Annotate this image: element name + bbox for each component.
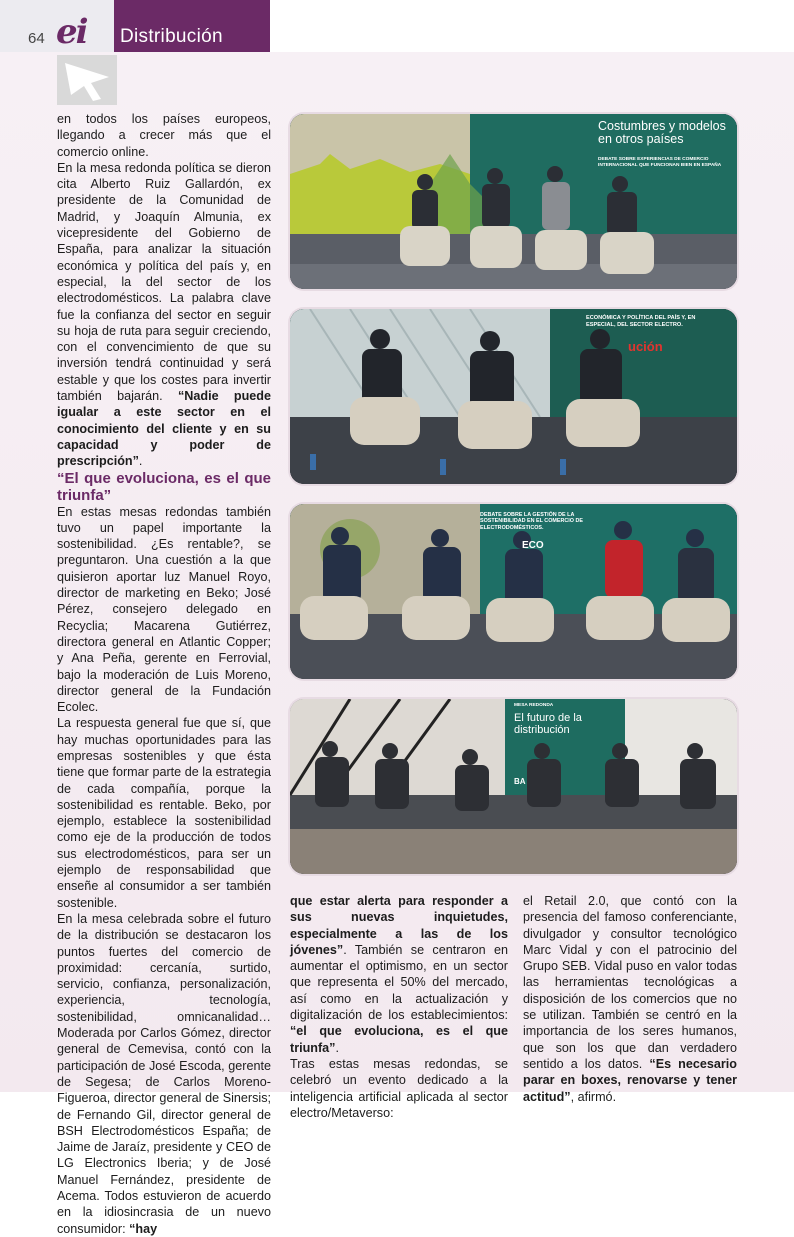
paragraph	[57, 160, 271, 470]
paragraph: en todos los países europeos, llegando a crecer más que el comercio online.	[57, 112, 271, 159]
screen-kicker: MESA REDONDA	[514, 703, 554, 708]
paragraph-text: En la mesa redonda política se dieron cita Alberto Ruiz Gallardón, ex presidente de la Comunidad de Madrid, y Joaquín Almunia, ex vicepresidente del Gobierno de España, para analizar la situación económica y política del país y, en especial, la del sector de los electrodomésticos. La palabra clave fue la confianza del sector en seguir su hoja de ruta para seguir creciendo, con el convencimiento de que su inversión tendrá continuidad y será estable y que los costes para invertir también bajarán.	[57, 160, 271, 404]
article-column-2	[290, 893, 508, 1121]
subheading: “El que evoluciona, es el que triunfa”	[57, 469, 271, 504]
paragraph-text: . También se centraron en aumentar el optimismo, en un sector que representa el 50% del mercado, así como en la actualización y digitalización de los establecimientos:	[290, 942, 508, 1023]
pull-quote: “Es necesario parar en boxes, renovarse y tener actitud”	[523, 1056, 737, 1104]
pull-quote: que estar alerta para responder a sus nuevas inquietudes, especialmente a las de los jóvenes”	[290, 894, 508, 957]
magazine-logo: ei	[56, 12, 87, 52]
paragraph-text: el Retail 2.0, que contó con la presencia del famoso conferenciante, divulgador y consultor tecnológico Marc Vidal y con el patrocinio del Grupo SEB. Vidal puso en valor todas las herramientas tecnológicas a disposición de los comercios que no se utilizan. También se centró en la importancia de los seres humanos, que son los que dan verdadero sentido a los datos.	[523, 894, 737, 1071]
photo-panel-sostenibilidad	[290, 504, 737, 679]
pull-quote: “Nadie puede igualar a este sector en el conocimiento del cliente y en su capacidad y poder de prescripción”	[57, 389, 271, 469]
paragraph-text: , afirmó.	[570, 1089, 617, 1104]
photo-panel-politica	[290, 309, 737, 484]
screen-title: ECONÓMICA Y POLÍTICA DEL PAÍS Y, EN ESPECIAL, DEL SECTOR ELECTRO.	[586, 315, 696, 328]
paragraph: Tras estas mesas redondas, se celebró un evento dedicado a la inteligencia artificial aplicada al sector electro/Metaverso:	[290, 1056, 508, 1120]
page-number: 64	[28, 30, 45, 47]
screen-title: DEBATE SOBRE LA GESTIÓN DE LA SOSTENIBILIDAD EN EL COMERCIO DE ELECTRODOMÉSTICOS.	[480, 512, 583, 531]
article-column-1	[57, 111, 271, 1237]
photo-panel-futuro	[290, 699, 737, 874]
pull-quote: “el que evoluciona, es el que triunfa”	[290, 1024, 508, 1055]
paragraph	[290, 893, 508, 1056]
paragraph-text: .	[335, 1040, 339, 1055]
screen-logo: ución	[628, 339, 663, 354]
photo-panel-costumbres	[290, 114, 737, 289]
screen-logo: ECO	[522, 540, 544, 551]
article-column-3	[523, 893, 737, 1105]
paragraph: La respuesta general fue que sí, que hay muchas oportunidades para las empresas sostenibles y que ésta tiene que formar parte de la estrategia de cada compañía, porque la sostenibilidad es rentable. Beko, por ejemplo, establece la sostenibilidad como eje de la producción de todos sus electrodomésticos, para ser un ejemplo de responsabilidad que enseñe al consumidor a ser también sostenible.	[57, 716, 271, 910]
paragraph	[523, 893, 737, 1105]
section-title: Distribución	[120, 26, 223, 47]
screen-subtitle: DEBATE SOBRE EXPERIENCIAS DE COMERCIO INTERNACIONAL QUE FUNCIONAN BIEN EN ESPAÑA	[598, 157, 722, 168]
screen-title: Costumbres y modelos en otros países	[598, 119, 726, 146]
paragraph	[57, 911, 271, 1237]
arrow-graphic-icon	[57, 55, 117, 105]
paragraph-text: .	[138, 454, 143, 469]
screen-logo: BA	[514, 777, 526, 786]
screen-title: El futuro de la distribución	[514, 712, 582, 736]
paragraph-text: En la mesa celebrada sobre el futuro de la distribución se destacaron los puntos fuertes del comercio de proximidad: cercanía, surtido, servicio, confianza, personalización, experiencia, tecnología, sostenibilidad, omnicanalidad… Moderada por Carlos Gómez, director general de Cemevisa, contó con la participación de José Escoda, gerente de Segesa; de Carlos Moreno-Figueroa, director general de Sinersis; de Fernando Gil, director general de BSH Electrodomésticos España; de Jaime de Jaraíz, presidente y CEO de LG Electronics Iberia; y de José Manuel Fernández, presidente de Acema. Todos estuvieron de acuerdo en la idiosincrasia de un nuevo consumidor:	[57, 911, 271, 1236]
paragraph: En estas mesas redondas también tuvo un papel importante la sostenibilidad. ¿Es rentable?, se preguntaron. Una cuestión a la que quisieron aportar luz Manuel Royo, director de marketing en Beko; José Pérez, consejero delegado en Recyclia; Macarena Gutiérrez, directora general en Atlantic Copper; y Ana Peña, gerente en Ferrovial, bajo la moderación de Luis Moreno, director general de la Fundación Ecolec.	[57, 504, 271, 715]
pull-quote: “hay	[129, 1221, 158, 1236]
